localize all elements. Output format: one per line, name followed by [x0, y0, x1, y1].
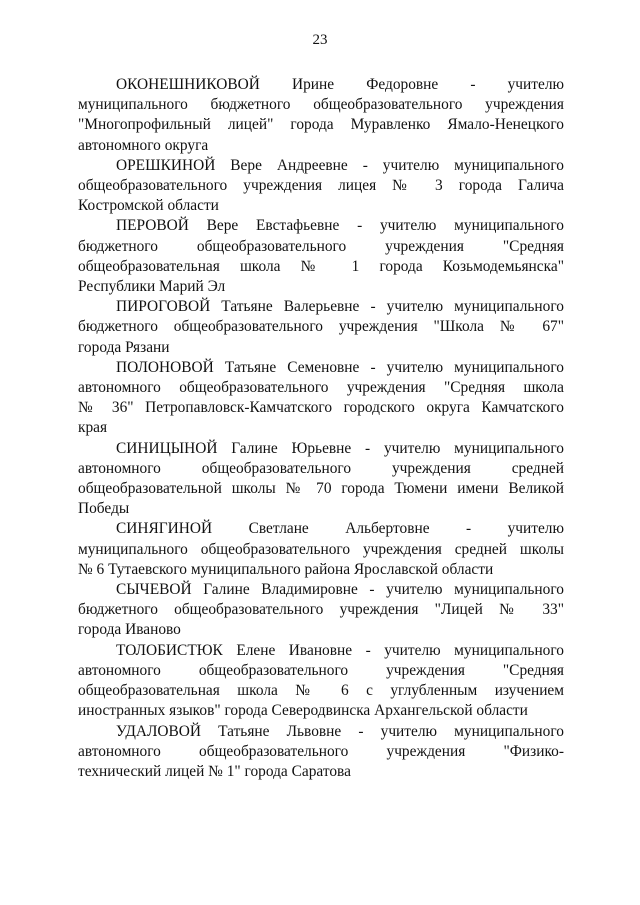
text-line: "Многопрофильный лицей" города Муравленко Ямало-Ненецкого: [78, 116, 564, 134]
text-line: бюджетного общеобразовательного учреждения "Средняя: [78, 237, 564, 255]
text-line: автономного общеобразовательного учреждения "Физико-: [78, 742, 564, 760]
text-line: СИНИЦЫНОЙ Галине Юрьевне - учителю муниципального: [116, 439, 564, 457]
text-line: Костромской области: [78, 197, 219, 215]
text-line: города Рязани: [78, 338, 170, 356]
text-line: ПЕРОВОЙ Вере Евстафьевне - учителю муниципального: [116, 217, 564, 235]
text-line: ОРЕШКИНОЙ Вере Андреевне - учителю муниципального: [116, 156, 564, 174]
text-line: края: [78, 419, 108, 437]
text-line: бюджетного общеобразовательного учреждения "Школа № 67": [78, 318, 564, 336]
text-line: общеобразовательной школы № 70 города Тюмени имени Великой: [78, 480, 564, 498]
text-line: общеобразовательная школа № 1 города Козьмодемьянска": [78, 257, 564, 275]
text-line: ПИРОГОВОЙ Татьяне Валерьевне - учителю муниципального: [116, 298, 564, 316]
text-line: общеобразовательная школа № 6 с углубленным изучением: [78, 682, 564, 700]
text-line: автономного общеобразовательного учреждения "Средняя школа: [78, 379, 564, 397]
text-line: муниципального общеобразовательного учреждения средней школы: [78, 540, 564, 558]
text-line: общеобразовательного учреждения лицея № 3 города Галича: [78, 177, 564, 195]
text-line: УДАЛОВОЙ Татьяне Львовне - учителю муниципального: [116, 722, 564, 740]
list-item: [78, 439, 564, 520]
list-item: [78, 75, 564, 156]
list-item: [78, 216, 564, 297]
text-line: технический лицей № 1" города Саратова: [78, 762, 351, 780]
list-item: [78, 297, 564, 358]
text-line: бюджетного общеобразовательного учреждения "Лицей № 33": [78, 601, 564, 619]
text-line: автономного общеобразовательного учреждения средней: [78, 459, 564, 477]
list-item: [78, 156, 564, 217]
page-number: 23: [312, 32, 328, 48]
text-line: № 6 Тутаевского муниципального района Ярославской области: [78, 560, 494, 578]
text-line: ОКОНЕШНИКОВОЙ Ирине Федоровне - учителю: [116, 76, 564, 93]
list-item: [78, 358, 564, 439]
list-item: [78, 580, 564, 641]
text-line: № 36" Петропавловск-Камчатского городского округа Камчатского: [78, 399, 564, 417]
text-line: СИНЯГИНОЙ Светлане Альбертовне - учителю: [116, 520, 564, 538]
text-line: Республики Марий Эл: [78, 278, 226, 296]
text-line: города Иваново: [78, 621, 181, 639]
text-line: Победы: [78, 500, 130, 518]
list-item: [78, 641, 564, 722]
list-item: [78, 722, 564, 783]
list-item: [78, 519, 564, 580]
text-line: ТОЛОБИСТЮК Елене Ивановне - учителю муниципального: [116, 641, 564, 659]
award-list: [78, 75, 564, 782]
text-line: автономного общеобразовательного учреждения "Средняя: [78, 661, 564, 679]
text-line: муниципального бюджетного общеобразовательного учреждения: [78, 96, 564, 114]
text-line: автономного округа: [78, 136, 209, 154]
text-line: СЫЧЕВОЙ Галине Владимировне - учителю муниципального: [116, 581, 564, 599]
text-line: ПОЛОНОВОЙ Татьяне Семеновне - учителю муниципального: [116, 358, 564, 376]
text-line: иностранных языков" города Северодвинска Архангельской области: [78, 702, 528, 720]
